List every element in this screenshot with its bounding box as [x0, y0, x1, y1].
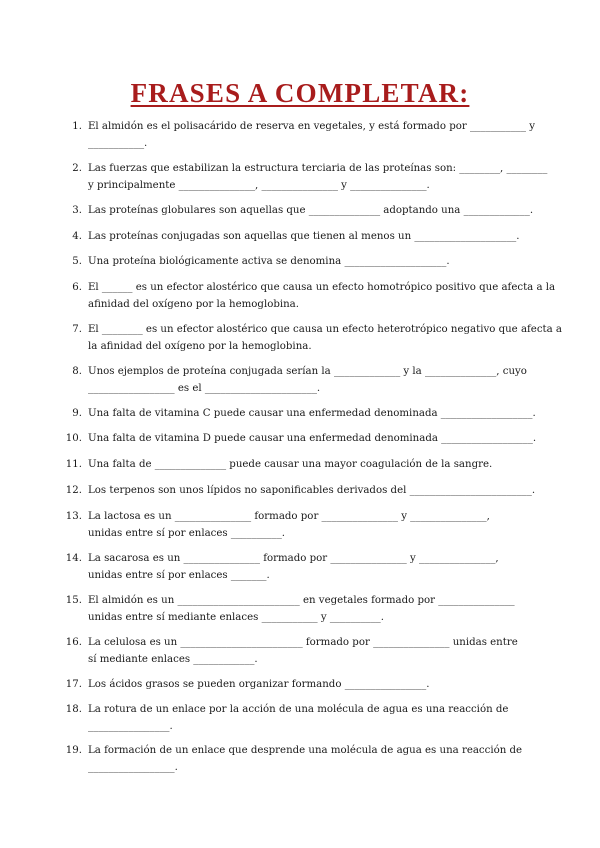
question-text-line: La formación de un enlace que desprende una molécula de agua es una reacción de [88, 745, 523, 756]
question-text-line: ___________. [88, 138, 148, 149]
question-item [0, 482, 600, 499]
question-number: 8. [72, 366, 82, 377]
question-item [0, 634, 600, 668]
question-text-line: Las proteínas globulares son aquellas que ______________ adoptando una _____________. [88, 205, 534, 216]
question-text-line: _________________ es el ______________________. [88, 383, 321, 394]
question-item [0, 160, 600, 194]
question-text-line: sí mediante enlaces ____________. [88, 654, 258, 665]
page-title: FRASES A COMPLETAR: [130, 78, 470, 108]
question-number: 16. [65, 637, 82, 648]
question-item [0, 279, 600, 313]
question-item [0, 676, 600, 693]
question-number: 9. [72, 408, 82, 419]
question-text-line: La celulosa es un ________________________ formado por _______________ unidas entre [88, 637, 518, 648]
question-item [0, 253, 600, 270]
question-number: 15. [65, 595, 82, 606]
question-text-line: la afinidad del oxígeno por la hemoglobina. [88, 341, 312, 352]
question-number: 19. [65, 745, 82, 756]
question-text-line: Las proteínas conjugadas son aquellas que tienen al menos un ____________________. [88, 231, 520, 242]
question-text-line: La rotura de un enlace por la acción de una molécula de agua es una reacción de [88, 704, 509, 715]
question-text-line: El ________ es un efector alostérico que causa un efecto heterotrópico negativo que afecta a [88, 324, 563, 335]
question-number: 11. [65, 459, 82, 470]
question-text-line: El almidón es el polisacárido de reserva en vegetales, y está formado por ___________ y [88, 121, 535, 132]
question-item [0, 592, 600, 626]
question-number: 1. [72, 121, 82, 132]
question-text-line: La sacarosa es un _______________ formado por _______________ y _______________, [88, 553, 499, 564]
question-item [0, 508, 600, 542]
question-number: 10. [65, 433, 82, 444]
question-text-line: y principalmente _______________, _______________ y _______________. [88, 180, 430, 191]
question-number: 6. [72, 282, 82, 293]
question-number: 18. [65, 704, 82, 715]
question-text-line: afinidad del oxígeno por la hemoglobina. [88, 299, 299, 310]
question-text-line: El ______ es un efector alostérico que causa un efecto homotrópico positivo que afecta a la [88, 282, 556, 293]
question-item [0, 202, 600, 219]
question-number: 7. [72, 324, 82, 335]
question-text-line: Las fuerzas que estabilizan la estructura terciaria de las proteínas son: ________, ________ [88, 163, 548, 174]
question-item [0, 321, 600, 355]
question-item [0, 228, 600, 245]
question-number: 17. [65, 679, 82, 690]
question-text-line: ________________. [88, 721, 173, 732]
question-number: 13. [65, 511, 82, 522]
question-number: 5. [72, 256, 82, 267]
question-text-line: Los terpenos son unos lípidos no saponificables derivados del ________________________. [88, 485, 536, 496]
question-text-line: unidas entre sí por enlaces _______. [88, 570, 270, 581]
question-item [0, 430, 600, 447]
question-number: 12. [65, 485, 82, 496]
question-text-line: Una falta de vitamina D puede causar una enfermedad denominada __________________. [88, 433, 537, 444]
question-text-line: unidas entre sí por enlaces __________. [88, 528, 286, 539]
question-item [0, 742, 600, 776]
question-text-line: Una falta de ______________ puede causar una mayor coagulación de la sangre. [88, 459, 493, 470]
question-number: 3. [72, 205, 82, 216]
question-item [0, 118, 600, 152]
question-text-line: unidas entre sí mediante enlaces ___________ y __________. [88, 612, 385, 623]
question-text-line: Una proteína biológicamente activa se denomina ____________________. [88, 256, 450, 267]
question-item [0, 363, 600, 397]
question-item [0, 701, 600, 735]
question-text-line: Los ácidos grasos se pueden organizar formando ________________. [88, 679, 430, 690]
question-text-line: El almidón es un ________________________ en vegetales formado por _______________ [88, 595, 515, 606]
question-number: 4. [72, 231, 82, 242]
question-item [0, 456, 600, 473]
question-text-line: Una falta de vitamina C puede causar una enfermedad denominada __________________. [88, 408, 536, 419]
question-text-line: _________________. [88, 762, 178, 773]
question-item [0, 550, 600, 584]
question-item [0, 405, 600, 422]
question-number: 14. [65, 553, 82, 564]
question-text-line: Unos ejemplos de proteína conjugada serían la _____________ y la ______________, cuyo [88, 366, 527, 377]
question-number: 2. [72, 163, 82, 174]
question-text-line: La lactosa es un _______________ formado por _______________ y _______________, [88, 511, 490, 522]
